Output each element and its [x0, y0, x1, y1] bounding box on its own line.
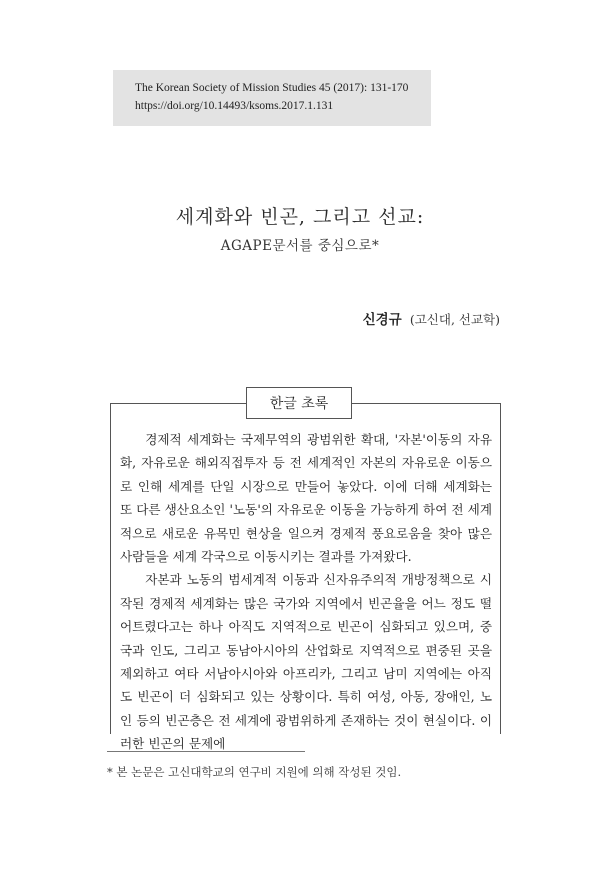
abstract-body [120, 428, 492, 756]
journal-info-box [113, 70, 431, 126]
author-line [363, 308, 500, 328]
article-title: 세계화와 빈곤, 그리고 선교: [175, 206, 425, 228]
journal-citation: The Korean Society of Mission Studies 45 (2017): 131-170 [135, 82, 409, 94]
abstract-paragraph-2: 자본과 노동의 범세계적 이동과 신자유주의적 개방정책으로 시작된 경제적 세계화는 많은 국가와 지역에서 빈곤율을 어느 정도 떨어트렸다고는 하나 아직도 지역적으로 빈곤이 심화되고 있으며, 중국과 인도, 그리고 동남아시아의 산업화로 지역적으로 편중된 곳을 제외하고 여타 서남아시아와 아프리카, 그리고 남미 지역에는 아직도 빈곤이 더 심화되고 있는 상황이다. 특히 여성, 아동, 장애인, 노인 등의 빈곤층은 전 세계에 광범위하게 존재하는 것이 현실이다. 이러한 빈곤의 문제에 [120, 572, 492, 752]
footnote: * 본 논문은 고신대학교의 연구비 지원에 의해 작성된 것임. [107, 765, 402, 779]
abstract-heading: 한글 초록 [246, 387, 352, 419]
doi-link[interactable]: https://doi.org/10.14493/ksoms.2017.1.131 [135, 100, 334, 112]
footnote-divider [107, 751, 305, 752]
author-affiliation: (고신대, 선교학) [409, 312, 500, 327]
abstract-paragraph-1: 경제적 세계화는 국제무역의 광범위한 확대, '자본'이동의 자유화, 자유로운 해외직접투자 등 전 세계적인 자본의 자유로운 이동으로 인해 세계를 단일 시장으로 만들어 놓았다. 이에 더해 세계화는 또 다른 생산요소인 '노동'의 자유로운 이동을 가능하게 하여 전 세계적으로 새로운 유목민 현상을 일으켜 경제적 풍요로움을 찾아 많은 사람들을 세계 각국으로 이동시키는 결과를 가져왔다. [120, 432, 492, 565]
article-subtitle: AGAPE문서를 중심으로* [220, 238, 380, 254]
author-name: 신경규 [362, 312, 402, 328]
